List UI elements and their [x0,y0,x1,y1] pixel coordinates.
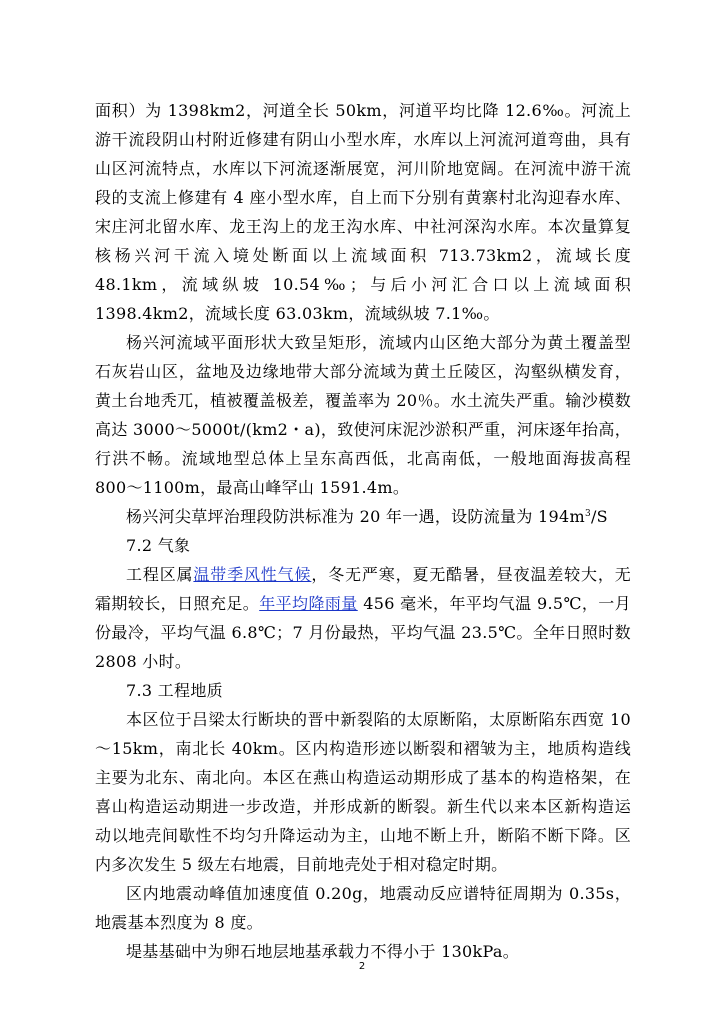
flood-standard-superscript: 3 [584,509,591,519]
paragraph-river-overview: 面积）为 1398km2，河道全长 50km，河道平均比降 12.6‰。河流上游干流段阴山村附近修建有阴山小型水库，水库以上河流河道弯曲，具有山区河流特点，水库以下河流逐渐展宽，河川阶地宽阔。在河流中游干流段的支流上修建有 4 座小型水库，自上而下分别有黄寨村北沟迎春水库、宋庄河北留水库、龙王沟上的龙王沟水库、中社河深沟水库。本次量算复核杨兴河干流入境处断面以上流域面积 713.73km2，流域长度 48.1km，流域纵坡 10.54‰；与后小河汇合口以上流域面积 1398.4km2，流域长度 63.03km，流域纵坡 7.1‰。 [95,101,631,323]
link-temperate-monsoon-climate[interactable]: 温带季风性气候 [193,565,312,584]
climate-text-a: 工程区属 [126,565,194,584]
document-body [95,96,631,966]
paragraph-climate [95,560,631,676]
paragraph-seismic: 区内地震动峰值加速度值 0.20g，地震动反应谱特征周期为 0.35s，地震基本烈度为 8 度。 [95,884,631,932]
paragraph-flood-standard [95,502,631,531]
paragraph-foundation: 堤基基础中为卵石地层地基承载力不得小于 130kPa。 [126,942,520,961]
link-annual-rainfall[interactable]: 年平均降雨量 [259,594,358,613]
paragraph-basin-shape: 杨兴河流域平面形状大致呈矩形，流域内山区绝大部分为黄土覆盖型石灰岩山区，盆地及边缘地带大部分流域为黄土丘陵区，沟壑纵横发育，黄土台地秃兀，植被覆盖极差，覆盖率为 20％。水土流失严重。输沙模数高达 3000～5000t/(km2・a)，致使河床泥沙淤积严重，河床逐年抬高，行洪不畅。流域地型总体上呈东高西低，北高南低，一般地面海拔高程 800～1100m，最高山峰罕山 1591.4m。 [95,333,631,497]
paragraph-geology: 本区位于吕梁太行断块的晋中新裂陷的太原断陷，太原断陷东西宽 10～15km，南北长 40km。区内构造形迹以断裂和褶皱为主，地质构造线主要为北东、南北向。本区在燕山构造运动期形成了基本的构造格架，在喜山构造运动期进一步改造，并形成新的断裂。新生代以来本区新构造运动以地壳间歇性不均匀升降运动为主，山地不断上升，断陷不断下降。区内多次发生 5 级左右地震，目前地壳处于相对稳定时期。 [95,710,631,874]
page-number: 2 [358,961,366,972]
climate-text-c: 456 毫米，年平均气温 9.5℃，一月份最冷，平均气温 6.8℃；7 月份最热，平均气温 23.5℃。全年日照时数 2808 小时。 [95,594,631,671]
section-heading-geology: 7.3 工程地质 [126,681,223,700]
flood-standard-unit: /S [590,507,608,526]
climate-text-b: ，冬无严寒，夏无酷暑，昼夜温差较大，无霜期较长，日照充足。 [95,565,631,613]
section-heading-climate: 7.2 气象 [126,536,191,555]
flood-standard-text: 杨兴河尖草坪治理段防洪标准为 20 年一遇，设防流量为 194m [126,507,585,526]
